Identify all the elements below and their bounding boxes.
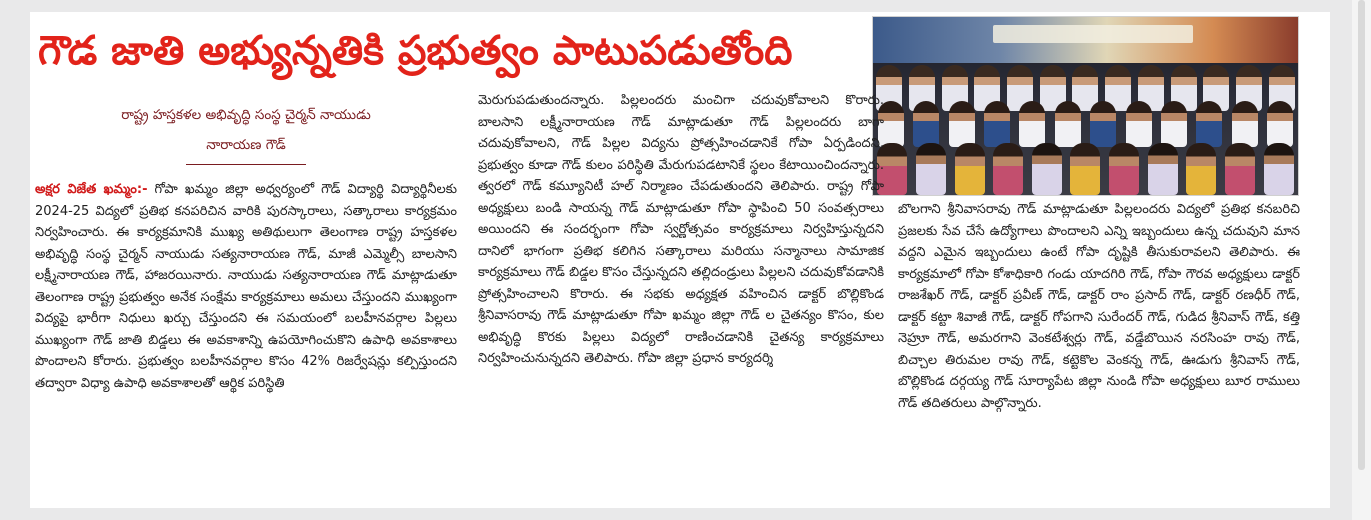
stage-banner <box>873 17 1298 63</box>
subheading-line-2: నారాయణ గౌడ్ <box>206 137 286 153</box>
column-1-text: గోపా ఖమ్మం జిల్లా అధ్వర్యంలో గౌడ్ విద్యార్థి విద్యార్థినీలకు 2024-25 విద్యలో ప్రతిభ కనపరిచిన వారికి పురస్కారాలు, సత్కారాలు కార్యక్రమం నిర్వహించారు. ఈ కార్యక్రమానికి ముఖ్య అతిథులుగా తెలంగాణ రాష్ట్ర హస్తకళల అభివృద్ధి సంస్థ చైర్మన్ నాయుడు సత్యనారాయణ గౌడ్, మాజీ ఎమ్మెల్సీ బాలసాని లక్ష్మీనారాయణ గౌడ్, హాజరయినారు. నాయుడు సత్యనారాయణ గౌడ్ మాట్లాడుతూ తెలంగాణ రాష్ట్ర ప్రభుత్వం అనేక సంక్షేమ కార్యక్రమాలు అమలు చేస్తుందని ముఖ్యంగా విద్యపై భారీగా నిధులు ఖర్చు చేస్తుందని ఈ సమయంలో బలహీనవర్గాల పిల్లలు ముఖ్యంగా గౌడ్ జాతి బిడ్డలు ఈ అవకాశాన్ని ఉపయోగించుకొని ఉపాధి అవకాశాలు పొందాలని కోరారు. ప్రభుత్వం బలహీనవర్గాల కొసం 42% రిజర్వేషన్లు కల్పిస్తుందని తద్వారా విధ్యా ఉపాధి అవకాశాలతో ఆర్థిక పరిస్థితి <box>35 182 457 391</box>
news-clipping <box>30 12 1330 508</box>
article-column-1 <box>35 100 457 394</box>
article-column-3 <box>898 199 1300 414</box>
column-3-text: బొలగాని శ్రీనివాసరావు గౌడ్ మాట్లాడుతూ పిల్లలందరు విద్యలో ప్రతిభ కనబరిచి ప్రజలకు సేవ చేసే ఉద్యోగాలు పొందాలని ఎన్ని ఇబ్బందులు ఉన్న చదువుని మాన వద్దని ఎమైన ఇబ్బందులు ఉంటే గోపా దృష్టికి తీసుకురావలని తెలిపారు. ఈ కార్యక్రమాలో గోపా కోశాధికారి గండు యాదగిరి గౌడ్, గోపా గౌరవ అధ్యక్షులు డాక్టర్ రాజశేఖర్ గౌడ్, డాక్టర్ ప్రవీణ్ గౌడ్, డాక్టర్ రాం ప్రసాద్ గౌడ్, డాక్టర్ రణధీర్ గౌడ్, డాక్టర్ కట్టా శివాజీ గౌడ్, డాక్టర్ గోపగాని సురేందర్ గౌడ్, గుడిద శ్రీనివాస్ గౌడ్, కత్తి నెహ్రూ గౌడ్, అమరగాని వెంకటేశ్వర్లు గౌడ్, వడ్డేబొయిన నరసింహ రావు గౌడ్, బిచ్చాల తిరుమల రావు గౌడ్, కట్టెకొల వెంకన్న గౌడ్, ఊడుగు శ్రీనివాస్ గౌడ్, బొల్లికొండ దర్గయ్య గౌడ్ సూర్యాపేట జిల్లా నుండి గోపా అధ్యక్షులు బూర రాములు గౌడ్ తదితరులు పాల్గొన్నారు. <box>898 202 1300 411</box>
photo-middle-row <box>873 101 1298 147</box>
vertical-scrollbar[interactable] <box>1352 0 1371 520</box>
event-group-photo <box>872 16 1299 196</box>
subheading-rule <box>186 164 306 165</box>
photo-front-row <box>873 143 1298 195</box>
scrollbar-thumb[interactable] <box>1358 0 1365 470</box>
column-1-paragraph <box>35 179 457 394</box>
column-2-text: మెరుగుపడుతుందన్నారు. పిల్లలందరు మంచిగా చదువుకోవాలని కొరారు. బాలసాని లక్ష్మీనారాయణ గౌడ్ మాట్లాడుతూ గౌడ్ పిల్లలందరు బాగా చదువుకోవాలని, గౌడ్ పిల్లల విద్యను ప్రోత్సహించడానికే గోపా ఏర్పడిందని, ప్రభుత్వం కూడా గౌడ్ కులం పరిస్థితి మేరుగుపడటానికే స్థలం కేటాయించిందన్నారు. త్వరలో గౌడ్ కమ్యూనిటీ హల్ నిర్మాణం చేపడుతుందని తెలిపారు. రాష్ట్ర గోపా అధ్యక్షులు బండి సాయన్న గౌడ్ మాట్లాడుతూ గోపా స్థాపించి 50 సంవత్సరాలు అయిందని ఈ సందర్భంగా గోపా స్వర్ణోత్సవం కార్యక్రమాలు నిర్వహిస్తున్నదని దానిలో భాగంగా ప్రతిభ కలిగిన సత్కారాలు మరియు సన్మానాలు సామాజిక కార్యక్రమాలు గౌడ్ బిడ్డల కొసం చేస్తున్నదని తల్లిదండ్రులు పిల్లలని చదువుకోవడానికి ప్రోత్సహించాలని కొరారు. ఈ సభకు అధ్యక్షత వహించిన డాక్టర్ బొల్లికొండ శ్రీనివాసరావు గౌడ్ మాట్లాడుతూ గోపా ఖమ్మం జిల్లా గౌడ్ ల చైతన్యం కొసం, కుల అభివృద్ధి కొరకు పిల్లలు విద్యలో రాణించడానికి చైతన్య కార్యక్రమాలు నిర్వహించునున్నదని తెలిపారు. గోపా జిల్లా ప్రధాన కార్యదర్శి <box>478 93 884 366</box>
headline: గౌడ జాతి అభ్యున్నతికి ప్రభుత్వం పాటుపడుతోంది <box>38 28 793 74</box>
dateline: అక్షర విజేత ఖమ్మం:- <box>35 182 148 197</box>
article-column-2 <box>478 90 884 370</box>
subheading-line-1: రాష్ట్ర హస్తకళల అభివృద్ధి సంస్థ చైర్మన్ నాయుడు <box>121 107 371 123</box>
